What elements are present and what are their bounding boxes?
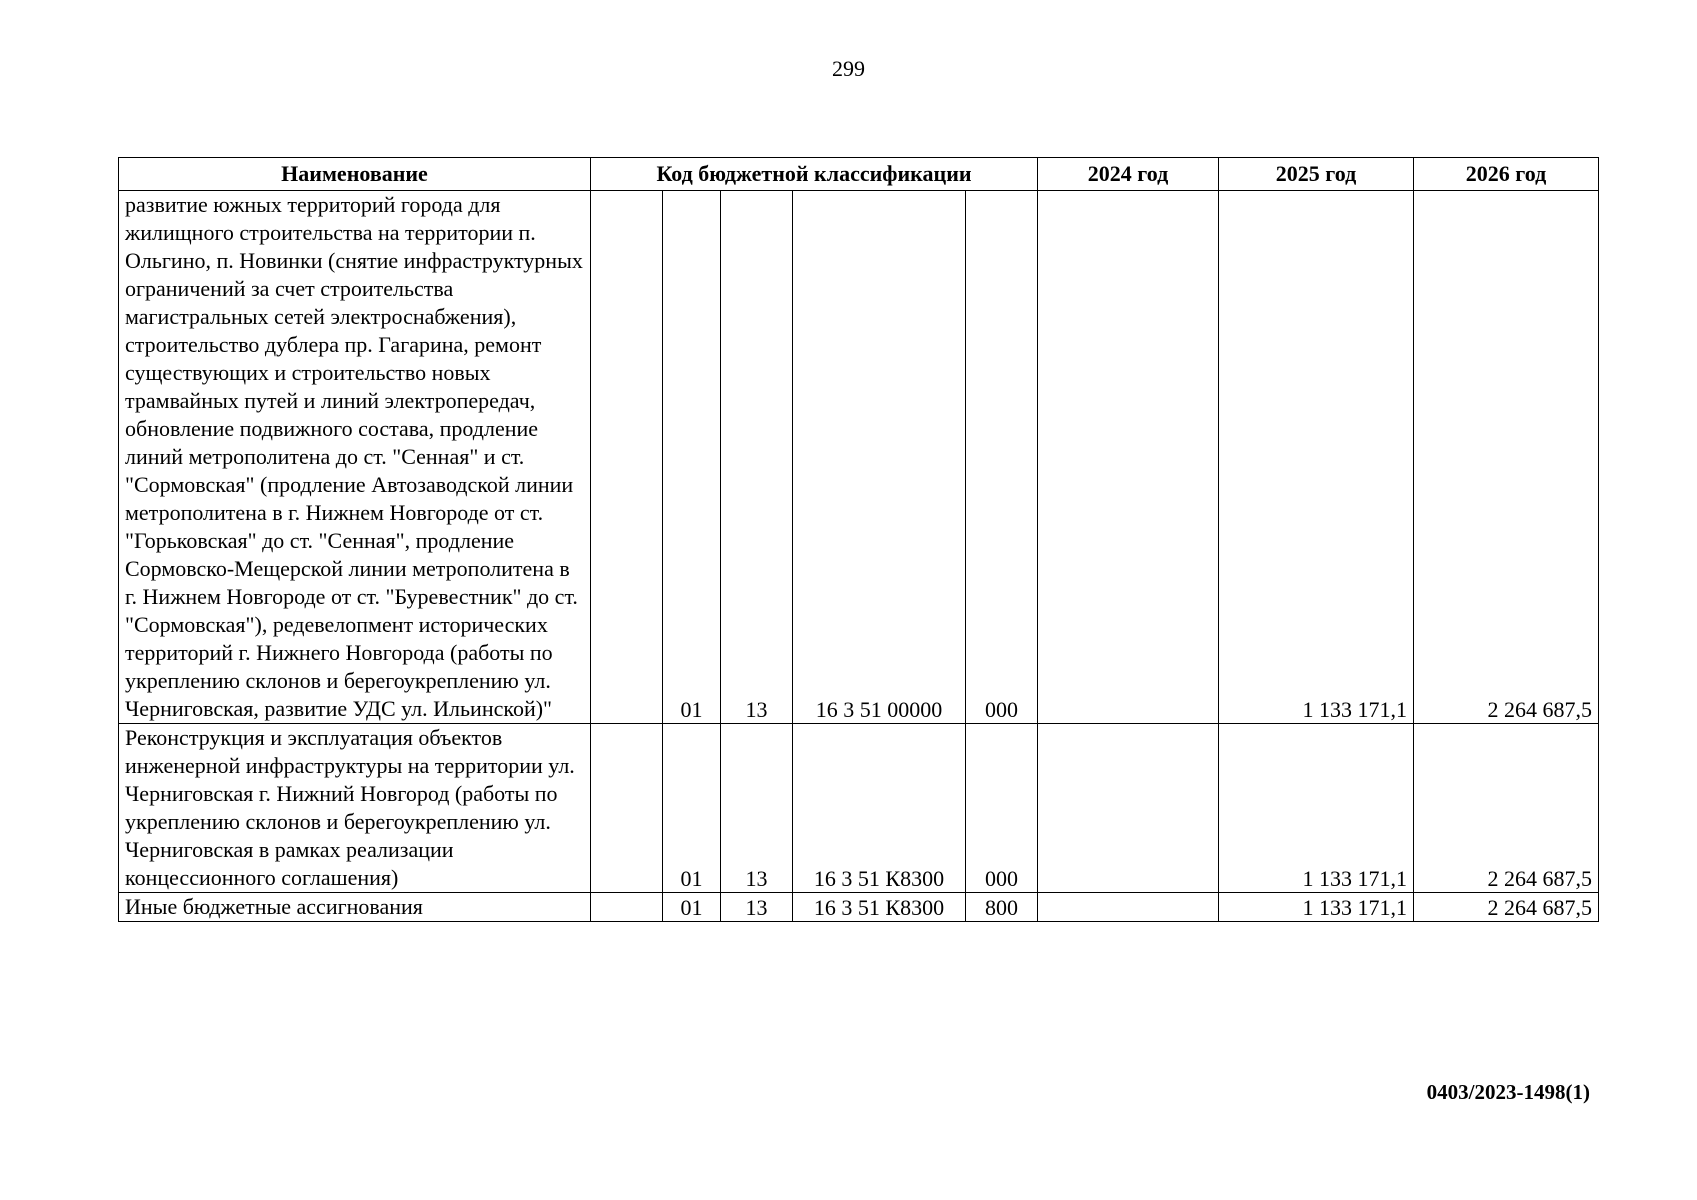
section-code-cell: 01 (663, 893, 721, 922)
header-budget-code: Код бюджетной классификации (591, 158, 1038, 191)
budget-table (118, 157, 1599, 922)
row-name-cell: Реконструкция и эксплуатация объектов инженерной инфраструктуры на территории ул. Черниговская г. Нижний Новгород (работы по укреплению склонов и берегоукреплению ул. Черниговская в рамках реализации концессионного соглашения) (119, 724, 591, 893)
expense-type-cell: 000 (966, 191, 1038, 724)
target-article-cell: 16 3 51 00000 (793, 191, 966, 724)
amount-2024-cell (1038, 191, 1219, 724)
header-2025: 2025 год (1219, 158, 1414, 191)
target-article-cell: 16 3 51 К8300 (793, 724, 966, 893)
code-part-1-cell (591, 724, 663, 893)
expense-type-cell: 000 (966, 724, 1038, 893)
row-name-cell: Иные бюджетные ассигнования (119, 893, 591, 922)
expense-type-cell: 800 (966, 893, 1038, 922)
document-code: 0403/2023-1498(1) (1426, 1080, 1590, 1104)
section-code-cell: 01 (663, 724, 721, 893)
subsection-code-cell: 13 (721, 893, 793, 922)
header-row (119, 158, 1599, 191)
row-name-cell: развитие южных территорий города для жилищного строительства на территории п. Ольгино, п. Новинки (снятие инфраструктурных ограничений за счет строительства магистральных сетей электроснабжения), строительство дублера пр. Гагарина, ремонт существующих и строительство новых трамвайных путей и линий электропередач, обновление подвижного состава, продление линий метрополитена до ст. "Сенная" и ст. "Сормовская" (продление Автозаводской линии метрополитена в г. Нижнем Новгороде от ст. "Горьковская" до ст. "Сенная", продление Сормовско-Мещерской линии метрополитена в г. Нижнем Новгороде от ст. "Буревестник" до ст. "Сормовская"), редевелопмент исторических территорий г. Нижнего Новгорода (работы по укреплению склонов и берегоукреплению ул. Черниговская, развитие УДС ул. Ильинской)" (119, 191, 591, 724)
header-2026: 2026 год (1414, 158, 1599, 191)
amount-2026-cell: 2 264 687,5 (1414, 893, 1599, 922)
table-row (119, 724, 1599, 893)
table-row (119, 893, 1599, 922)
amount-2024-cell (1038, 724, 1219, 893)
header-2024: 2024 год (1038, 158, 1219, 191)
amount-2025-cell: 1 133 171,1 (1219, 893, 1414, 922)
amount-2026-cell: 2 264 687,5 (1414, 191, 1599, 724)
amount-2026-cell: 2 264 687,5 (1414, 724, 1599, 893)
table-row (119, 191, 1599, 724)
amount-2025-cell: 1 133 171,1 (1219, 724, 1414, 893)
amount-2024-cell (1038, 893, 1219, 922)
code-part-1-cell (591, 191, 663, 724)
amount-2025-cell: 1 133 171,1 (1219, 191, 1414, 724)
target-article-cell: 16 3 51 К8300 (793, 893, 966, 922)
code-part-1-cell (591, 893, 663, 922)
subsection-code-cell: 13 (721, 724, 793, 893)
page-number: 299 (832, 56, 865, 81)
section-code-cell: 01 (663, 191, 721, 724)
subsection-code-cell: 13 (721, 191, 793, 724)
header-name: Наименование (119, 158, 591, 191)
